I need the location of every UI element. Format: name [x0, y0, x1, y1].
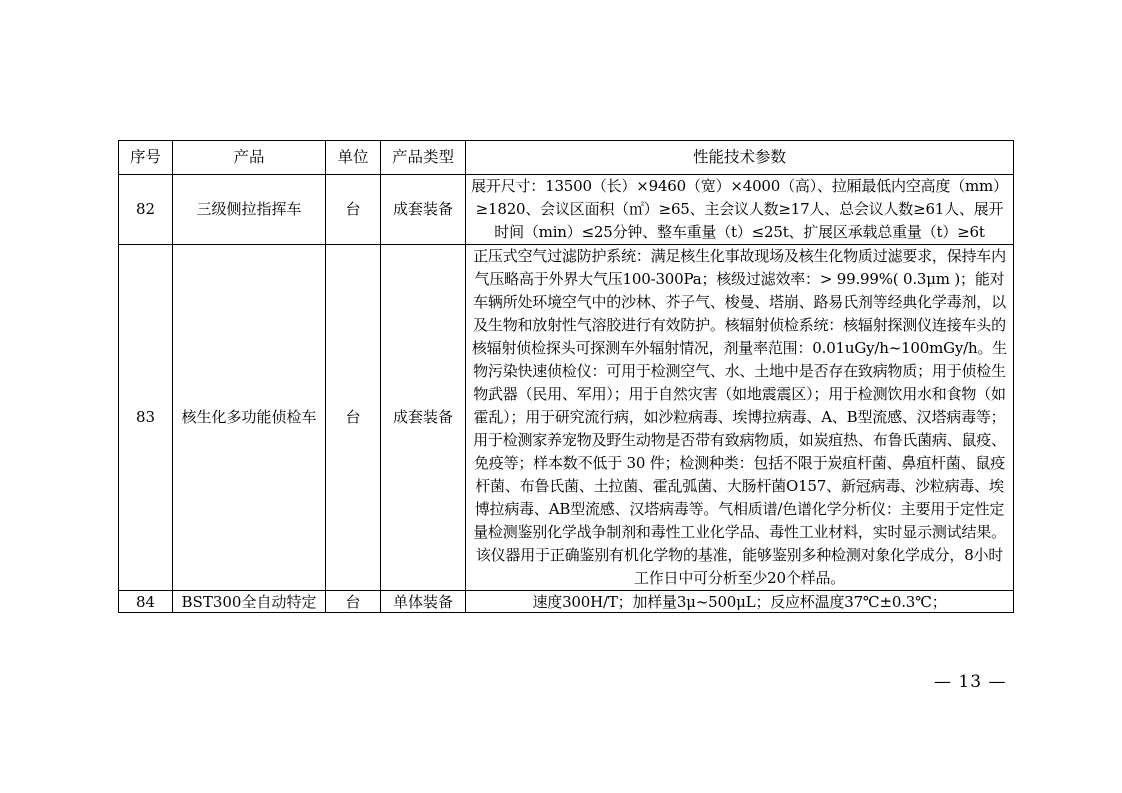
table-row [119, 245, 1014, 591]
cell-no: 82 [119, 175, 173, 245]
cell-type: 成套装备 [381, 245, 466, 591]
cell-type: 成套装备 [381, 175, 466, 245]
cell-params: 速度300H/T；加样量3μ~500μL；反应杯温度37℃±0.3℃； [466, 591, 1014, 613]
table-header-row [119, 141, 1014, 175]
table-row [119, 591, 1014, 613]
cell-unit: 台 [326, 591, 381, 613]
cell-no: 84 [119, 591, 173, 613]
product-spec-table [118, 140, 1014, 613]
cell-product: BST300全自动特定 [173, 591, 326, 613]
cell-params: 正压式空气过滤防护系统：满足核生化事故现场及核生化物质过滤要求，保持车内气压略高于外界大气压100-300Pa；核级过滤效率：> 99.99%( 0.3μm )；能对车辆所处环境空气中的沙林、芥子气、梭曼、塔崩、路易氏剂等经典化学毒剂，以及生物和放射性气溶胶进行有效防护。核辐射侦检系统：核辐射探测仪连接车头的核辐射侦检探头可探测车外辐射情况，剂量率范围：0.01uGy/h~100mGy/h。生物污染快速侦检仪：可用于检测空气、水、土地中是否存在致病物质；用于侦检生物武器（民用、军用）；用于自然灾害（如地震震区）；用于检测饮用水和食物（如霍乱）；用于研究流行病，如沙粒病毒、埃博拉病毒、A、B型流感、汉塔病毒等；用于检测家养宠物及野生动物是否带有致病物质，如炭疽热、布鲁氏菌病、鼠疫、免疫等；样本数不低于 30 件；检测种类：包括不限于炭疽杆菌、鼻疽杆菌、鼠疫杆菌、布鲁氏菌、土拉菌、霍乱弧菌、大肠杆菌O157、新冠病毒、沙粒病毒、埃博拉病毒、AB型流感、汉塔病毒等。气相质谱/色谱化学分析仪：主要用于定性定量检测鉴别化学战争制剂和毒性工业化学品、毒性工业材料，实时显示测试结果。该仪器用于正确鉴别有机化学物的基准，能够鉴别多种检测对象化学成分，8小时工作日中可分析至少20个样品。 [466, 245, 1014, 591]
header-type: 产品类型 [381, 141, 466, 175]
cell-product: 三级侧拉指挥车 [173, 175, 326, 245]
cell-no: 83 [119, 245, 173, 591]
cell-type: 单体装备 [381, 591, 466, 613]
table-row [119, 175, 1014, 245]
page-number: — 13 — [934, 672, 1007, 692]
cell-product: 核生化多功能侦检车 [173, 245, 326, 591]
header-unit: 单位 [326, 141, 381, 175]
header-no: 序号 [119, 141, 173, 175]
cell-unit: 台 [326, 245, 381, 591]
header-product: 产品 [173, 141, 326, 175]
header-params: 性能技术参数 [466, 141, 1014, 175]
cell-params: 展开尺寸：13500（长）×9460（宽）×4000（高）、拉厢最低内空高度（mm）≥1820、会议区面积（㎡）≥65、主会议人数≥17人、总会议人数≥61人、展开时间（min）≤25分钟、整车重量（t）≤25t、扩展区承载总重量（t）≥6t [466, 175, 1014, 245]
cell-unit: 台 [326, 175, 381, 245]
